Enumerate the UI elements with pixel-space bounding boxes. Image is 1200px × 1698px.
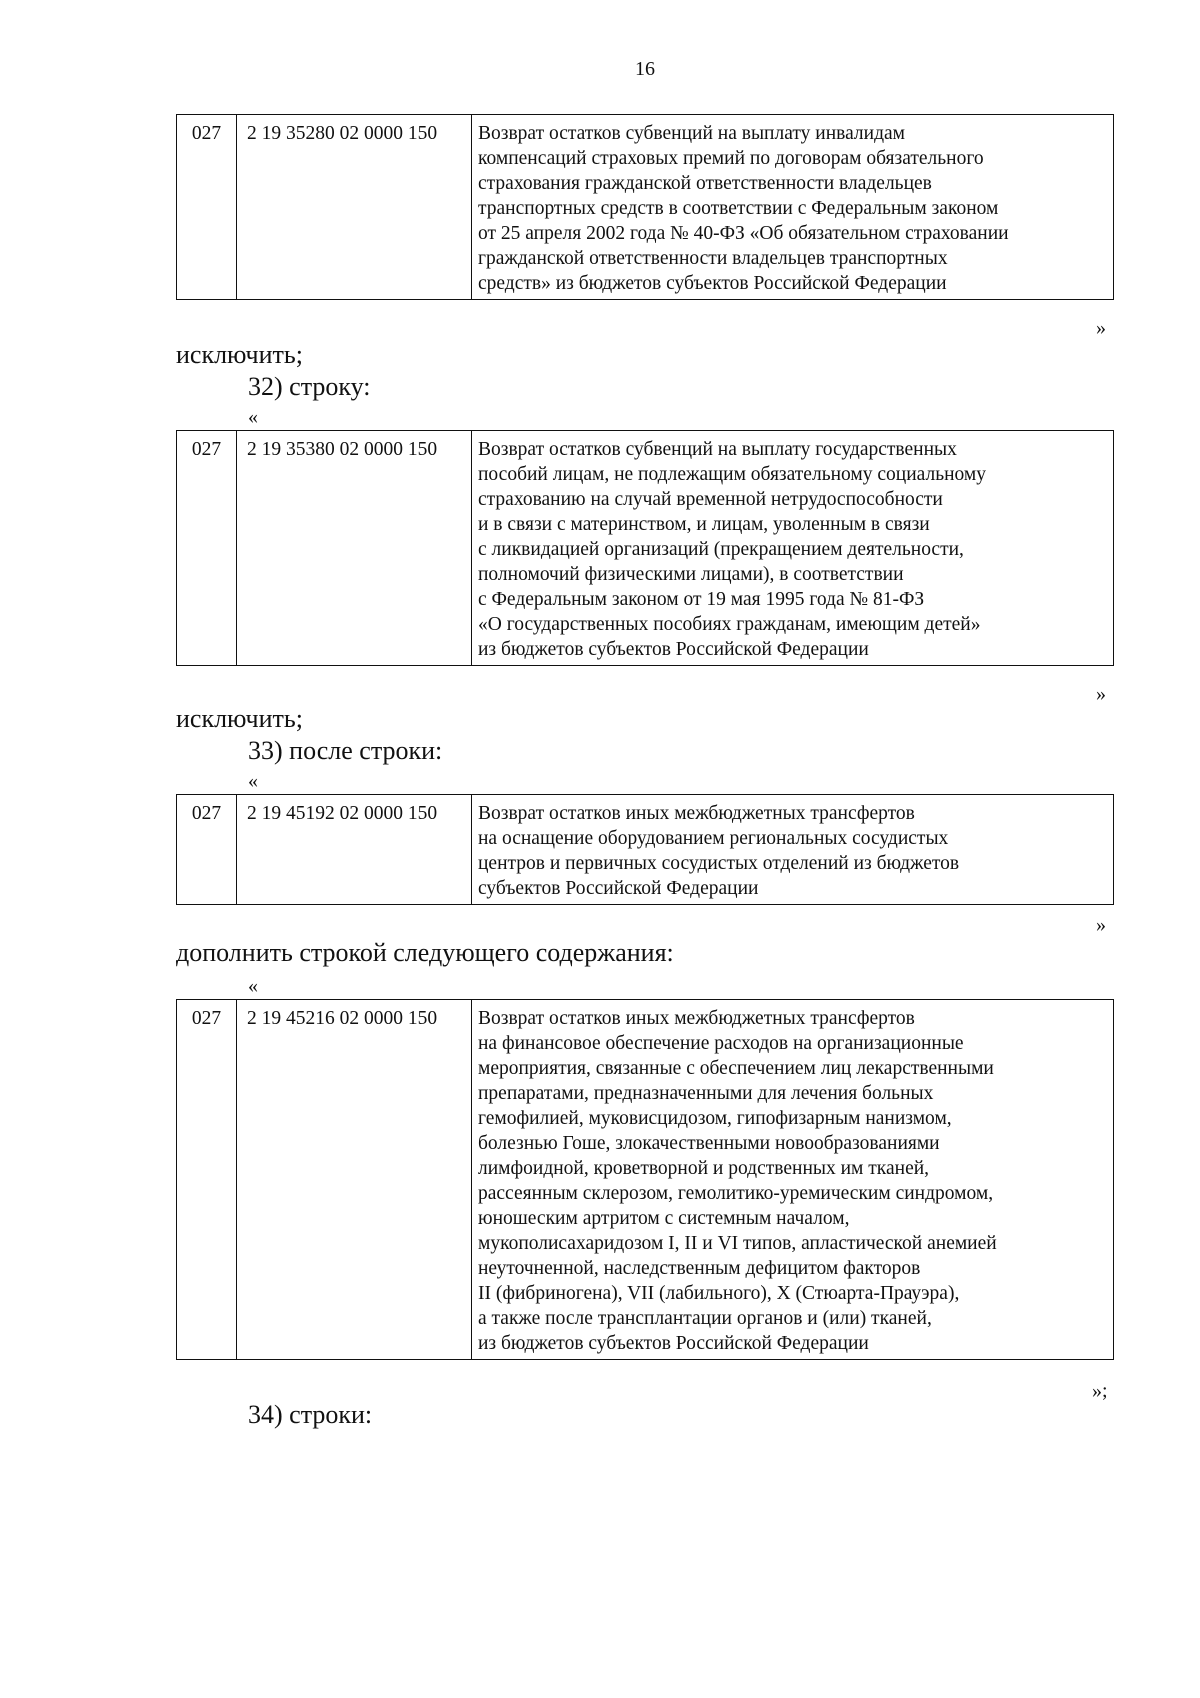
admin-code-cell: 027 xyxy=(177,795,237,905)
admin-code-cell: 027 xyxy=(177,431,237,666)
income-code-cell: 2 19 45216 02 0000 150 xyxy=(237,1000,472,1360)
budget-table-1 xyxy=(176,114,1114,300)
income-name-cell: Возврат остатков субвенций на выплату инвалидам компенсаций страховых премий по договорам обязательного страхования гражданской ответственности владельцев транспортных средств в соответствии с Федеральным законом от 25 апреля 2002 года № 40-ФЗ «Об обязательном страховании гражданской ответственности владельцев транспортных средств» из бюджетов субъектов Российской Федерации xyxy=(472,115,1114,300)
income-name-cell: Возврат остатков иных межбюджетных трансфертов на финансовое обеспечение расходов на организационные мероприятия, связанные с обеспечением лиц лекарственными препаратами, предназначенными для лечения больных гемофилией, муковисцидозом, гипофизарным нанизмом, болезнью Гоше, злокачественными новообразованиями лимфоидной, кроветворной и родственных им тканей, рассеянным склерозом, гемолитико-уремическим синдромом, юношеским артритом с системным началом, мукополисахаридозом I, II и VI типов, апластической анемией неуточненной, наследственным дефицитом факторов II (фибриногена), VII (лабильного), X (Стюарта-Прауэра), а также после трансплантации органов и (или) тканей, из бюджетов субъектов Российской Федерации xyxy=(472,1000,1114,1360)
budget-table-2 xyxy=(176,430,1114,666)
item-heading-32: 32) строку: xyxy=(248,372,371,401)
opening-quote: « xyxy=(248,975,258,997)
admin-code-cell: 027 xyxy=(177,1000,237,1360)
item-heading-34: 34) строки: xyxy=(248,1400,373,1429)
instruction-exclude: исключить; xyxy=(176,340,303,369)
closing-quote: » xyxy=(1096,683,1106,705)
closing-quote: » xyxy=(1096,914,1106,936)
table-row xyxy=(177,795,1114,905)
opening-quote: « xyxy=(248,770,258,792)
page-number: 16 xyxy=(635,58,655,80)
instruction-exclude: исключить; xyxy=(176,704,303,733)
instruction-add-row: дополнить строкой следующего содержания: xyxy=(176,938,674,967)
budget-table-3 xyxy=(176,794,1114,905)
opening-quote: « xyxy=(248,406,258,428)
income-code-cell: 2 19 35380 02 0000 150 xyxy=(237,431,472,666)
closing-quote: » xyxy=(1096,317,1106,339)
table-row xyxy=(177,431,1114,666)
table-row xyxy=(177,115,1114,300)
closing-quote: »; xyxy=(1092,1380,1108,1402)
income-code-cell: 2 19 45192 02 0000 150 xyxy=(237,795,472,905)
table-row xyxy=(177,1000,1114,1360)
budget-table-4 xyxy=(176,999,1114,1360)
income-name-cell: Возврат остатков иных межбюджетных трансфертов на оснащение оборудованием региональных сосудистых центров и первичных сосудистых отделений из бюджетов субъектов Российской Федерации xyxy=(472,795,1114,905)
income-name-cell: Возврат остатков субвенций на выплату государственных пособий лицам, не подлежащим обязательному социальному страхованию на случай временной нетрудоспособности и в связи с материнством, и лицам, уволенным в связи с ликвидацией организаций (прекращением деятельности, полномочий физическими лицами), в соответствии с Федеральным законом от 19 мая 1995 года № 81-ФЗ «О государственных пособиях гражданам, имеющим детей» из бюджетов субъектов Российской Федерации xyxy=(472,431,1114,666)
item-heading-33: 33) после строки: xyxy=(248,736,443,765)
admin-code-cell: 027 xyxy=(177,115,237,300)
income-code-cell: 2 19 35280 02 0000 150 xyxy=(237,115,472,300)
